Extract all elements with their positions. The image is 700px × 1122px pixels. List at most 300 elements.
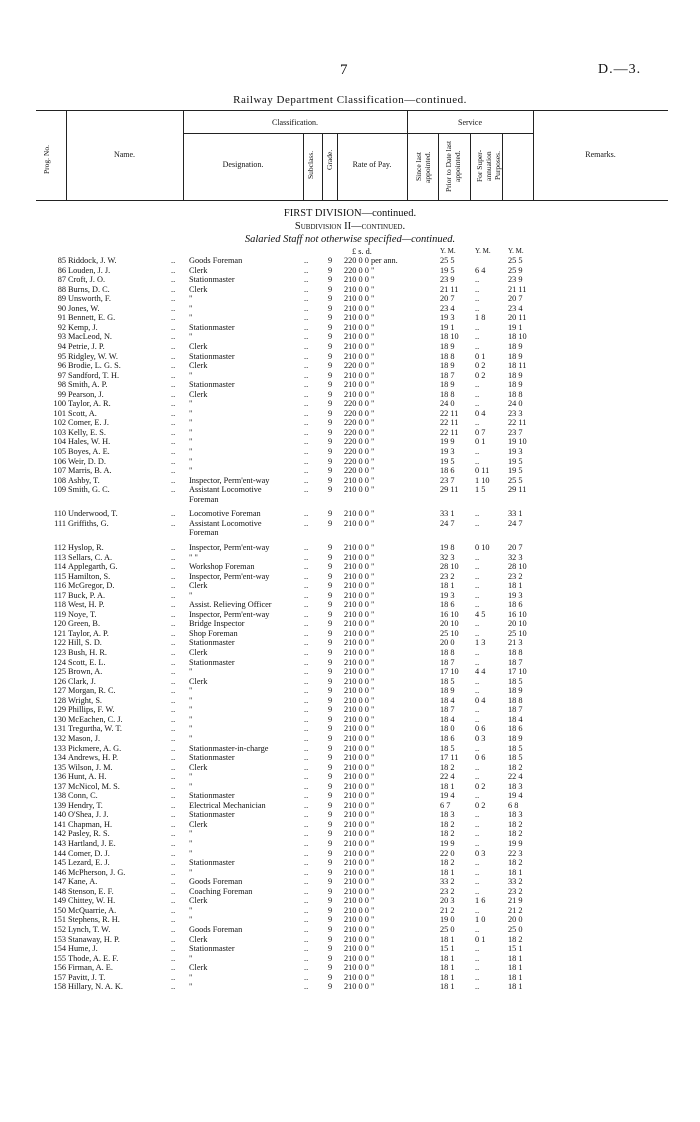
leader-dots: ..: [304, 518, 309, 528]
superannuation-cell: 15 1: [508, 944, 523, 954]
leader-dots: ..: [304, 924, 309, 934]
grade-cell: 9: [328, 562, 333, 572]
prog-no-cell: 102: [53, 418, 66, 428]
superannuation-cell: 18 1: [508, 972, 523, 982]
grade-cell: 9: [328, 332, 333, 342]
prog-no-cell: 146: [53, 867, 66, 877]
prior-to-date-cell: ..: [475, 552, 480, 562]
rate-of-pay-cell: 210 0 0 ": [344, 294, 375, 304]
prior-to-date-cell: 6 4: [475, 265, 486, 275]
leader-dots: ..: [304, 858, 309, 868]
rate-of-pay-cell: 220 0 0 per ann.: [344, 256, 398, 265]
grade-cell: 9: [328, 934, 333, 944]
name-cell: Smith, A. P.: [68, 380, 108, 390]
since-last-cell: 19 1: [440, 322, 455, 332]
superannuation-cell: 18 6: [508, 600, 523, 610]
prior-to-date-cell: 1 0: [475, 915, 486, 925]
prior-to-date-cell: ..: [475, 714, 480, 724]
superannuation-cell: 18 5: [508, 753, 523, 763]
superannuation-cell: 21 2: [508, 905, 523, 915]
superannuation-cell: 19 1: [508, 322, 523, 332]
name-cell: Scott, E. L.: [68, 657, 106, 667]
prior-to-date-cell: 0 2: [475, 800, 486, 810]
leader-dots: ..: [171, 437, 176, 447]
name-cell: Hyslop, R.: [68, 542, 104, 552]
table-row: [0, 763, 700, 772]
name-cell: Bush, H. R.: [68, 648, 107, 657]
since-last-cell: 15 1: [440, 944, 455, 954]
name-cell: Hendry, T.: [68, 800, 103, 810]
superannuation-cell: 18 2: [508, 858, 523, 868]
superannuation-cell: 23 9: [508, 275, 523, 285]
leader-dots: ..: [304, 562, 309, 572]
since-last-cell: 18 2: [440, 858, 455, 868]
table-row: [0, 294, 700, 303]
leader-dots: ..: [304, 581, 309, 591]
superannuation-cell: 25 5: [508, 256, 523, 265]
grade-cell: 9: [328, 361, 333, 371]
prior-to-date-cell: 0 10: [475, 542, 490, 552]
leader-dots: ..: [304, 389, 309, 399]
since-last-cell: 23 4: [440, 303, 455, 313]
name-cell: Thode, A. E. F.: [68, 953, 119, 963]
since-last-cell: 18 6: [440, 600, 455, 610]
table-row: [0, 724, 700, 733]
prog-no-cell: 95: [57, 351, 66, 361]
since-last-cell: 18 5: [440, 676, 455, 686]
leader-dots: ..: [304, 256, 309, 265]
name-cell: Croft, J. O.: [68, 275, 106, 285]
rate-of-pay-cell: 220 0 0 ": [344, 361, 375, 371]
prior-to-date-cell: ..: [475, 676, 480, 686]
prior-to-date-cell: ..: [475, 399, 480, 409]
table-row: [0, 572, 700, 581]
rate-of-pay-cell: 210 0 0 ": [344, 676, 375, 686]
since-last-cell: 18 2: [440, 829, 455, 839]
rate-of-pay-cell: 210 0 0 ": [344, 518, 375, 528]
superannuation-cell: 21 9: [508, 896, 523, 906]
superannuation-cell: 18 3: [508, 781, 523, 791]
superannuation-cell: 18 1: [508, 953, 523, 963]
rate-of-pay-cell: 210 0 0 ": [344, 953, 375, 963]
name-cell: Underwood, T.: [68, 509, 118, 519]
since-last-cell: 24 7: [440, 518, 455, 528]
salaried-heading: Salaried Staff not otherwise specified—continued.: [244, 234, 456, 245]
prog-no-cell: 147: [53, 877, 66, 887]
name-cell: Green, B.: [68, 619, 101, 629]
leader-dots: ..: [171, 590, 176, 600]
leader-dots: ..: [304, 418, 309, 428]
table-row: [0, 705, 700, 714]
rate-of-pay-cell: 210 0 0 ": [344, 600, 375, 610]
prog-no-cell: 114: [53, 562, 66, 572]
rate-of-pay-cell: 210 0 0 ": [344, 509, 375, 519]
leader-dots: ..: [171, 714, 176, 724]
prog-no-cell: 93: [57, 332, 66, 342]
superannuation-cell: 6 8: [508, 800, 519, 810]
prior-to-date-cell: ..: [475, 303, 480, 313]
leader-dots: ..: [171, 509, 176, 519]
prog-no-cell: 154: [53, 944, 66, 954]
grade-cell: 9: [328, 676, 333, 686]
table-row: [0, 266, 700, 275]
prior-to-date-cell: ..: [475, 389, 480, 399]
grade-cell: 9: [328, 542, 333, 552]
prior-to-date-cell: ..: [475, 628, 480, 638]
designation-cell: ": [189, 772, 193, 782]
rate-of-pay-cell: 210 0 0 ": [344, 686, 375, 696]
name-cell: McEachen, C. J.: [68, 714, 123, 724]
name-cell: Kemp, J.: [68, 322, 98, 332]
grade-cell: 9: [328, 590, 333, 600]
designation-cell: ": [189, 953, 193, 963]
table-row: [0, 528, 700, 537]
superannuation-cell: 18 9: [508, 341, 523, 351]
table-row: [0, 648, 700, 657]
leader-dots: ..: [171, 877, 176, 887]
rate-of-pay-cell: 210 0 0 ": [344, 609, 375, 619]
leader-dots: ..: [171, 322, 176, 332]
rate-of-pay-cell: 210 0 0 ": [344, 810, 375, 820]
prior-to-date-cell: ..: [475, 619, 480, 629]
table-row: [0, 839, 700, 848]
leader-dots: ..: [171, 427, 176, 437]
since-last-cell: 18 7: [440, 657, 455, 667]
grade-cell: 9: [328, 609, 333, 619]
prior-units: Y. M.: [475, 247, 491, 255]
leader-dots: ..: [171, 934, 176, 944]
superannuation-cell: 18 9: [508, 370, 523, 380]
table-row: [0, 591, 700, 600]
prog-no-cell: 91: [57, 313, 66, 323]
designation-cell: Shop Foreman: [189, 628, 238, 638]
grade-cell: 9: [328, 858, 333, 868]
rate-of-pay-cell: 210 0 0 ": [344, 475, 375, 485]
designation-cell: ": [189, 313, 193, 323]
grade-cell: 9: [328, 944, 333, 954]
prog-no-cell: 104: [53, 437, 66, 447]
superannuation-cell: 21 3: [508, 638, 523, 648]
superannuation-cell: 18 2: [508, 829, 523, 839]
name-cell: Brown, A.: [68, 667, 103, 677]
prior-to-date-cell: ..: [475, 571, 480, 581]
table-row: [0, 734, 700, 743]
name-cell: Louden, J. J.: [68, 265, 111, 275]
since-last-cell: 23 2: [440, 571, 455, 581]
leader-dots: ..: [304, 915, 309, 925]
superannuation-cell: 25 0: [508, 924, 523, 934]
since-last-cell: 33 1: [440, 509, 455, 519]
prior-to-date-cell: ..: [475, 972, 480, 982]
leader-dots: ..: [304, 800, 309, 810]
grade-cell: 9: [328, 380, 333, 390]
superannuation-cell: 19 10: [508, 437, 527, 447]
grade-cell: 9: [328, 294, 333, 304]
leader-dots: ..: [171, 839, 176, 848]
table-row: [0, 519, 700, 528]
since-last-cell: 18 7: [440, 705, 455, 715]
since-last-cell: 18 8: [440, 648, 455, 657]
since-last-cell: 19 3: [440, 313, 455, 323]
header-bottom-rule: [36, 200, 668, 201]
superannuation-cell: 18 10: [508, 332, 527, 342]
prog-no-cell: 106: [53, 456, 66, 466]
prog-no-cell: 111: [54, 518, 66, 528]
superannuation-cell: 25 10: [508, 628, 527, 638]
rate-of-pay-cell: 220 0 0 ": [344, 447, 375, 456]
designation-cell: ": [189, 867, 193, 877]
name-cell: Brodie, L. G. S.: [68, 361, 121, 371]
since-last-cell: 19 9: [440, 437, 455, 447]
designation-cell: Inspector, Perm'ent-way: [189, 542, 270, 552]
superannuation-cell: 18 7: [508, 705, 523, 715]
leader-dots: ..: [171, 648, 176, 657]
table-row: [0, 457, 700, 466]
table-row: [0, 915, 700, 924]
leader-dots: ..: [171, 552, 176, 562]
rate-of-pay-cell: 210 0 0 ": [344, 858, 375, 868]
since-last-cell: 18 5: [440, 743, 455, 753]
leader-dots: ..: [304, 791, 309, 801]
superannuation-cell: 18 1: [508, 963, 523, 973]
prog-no-cell: 110: [53, 509, 66, 519]
prog-no-cell: 148: [53, 886, 66, 896]
name-cell: Ridgley, W. W.: [68, 351, 118, 361]
name-cell: Comer, E. J.: [68, 418, 109, 428]
prior-to-date-cell: 0 3: [475, 848, 486, 858]
rate-of-pay-cell: 210 0 0 ": [344, 972, 375, 982]
name-cell: Phillips, F. W.: [68, 705, 115, 715]
leader-dots: ..: [171, 791, 176, 801]
prog-no-cell: 153: [53, 934, 66, 944]
superannuation-cell: 23 4: [508, 303, 523, 313]
superannuation-cell: 22 11: [508, 418, 527, 428]
leader-dots: ..: [171, 294, 176, 304]
rate-of-pay-cell: 210 0 0 ": [344, 581, 375, 591]
designation-cell: Assistant Locomotive: [189, 485, 262, 495]
name-cell: Stenson, E. F.: [68, 886, 114, 896]
grade-cell: 9: [328, 963, 333, 973]
leader-dots: ..: [304, 972, 309, 982]
leader-dots: ..: [304, 466, 309, 476]
name-cell: Pearson, J.: [68, 389, 104, 399]
leader-dots: ..: [171, 705, 176, 715]
prior-to-date-cell: ..: [475, 772, 480, 782]
rate-of-pay-cell: 210 0 0 ": [344, 628, 375, 638]
designation-cell: Clerk: [189, 389, 208, 399]
rate-of-pay-cell: 210 0 0 ": [344, 848, 375, 858]
leader-dots: ..: [171, 284, 176, 294]
leader-dots: ..: [304, 351, 309, 361]
leader-dots: ..: [171, 542, 176, 552]
prog-no-cell: 94: [57, 341, 66, 351]
designation-cell: Stationmaster-in-charge: [189, 743, 269, 753]
leader-dots: ..: [171, 571, 176, 581]
leader-dots: ..: [304, 772, 309, 782]
rate-of-pay-cell: 210 0 0 ": [344, 619, 375, 629]
since-last-cell: 18 7: [440, 370, 455, 380]
leader-dots: ..: [304, 361, 309, 371]
designation-cell: ": [189, 466, 193, 476]
name-cell: Hunt, A. H.: [68, 772, 107, 782]
prog-no-cell: 116: [53, 581, 66, 591]
leader-dots: ..: [171, 753, 176, 763]
leader-dots: ..: [304, 485, 309, 495]
rate-of-pay-cell: 220 0 0 ": [344, 437, 375, 447]
leader-dots: ..: [171, 724, 176, 734]
rate-of-pay-cell: 210 0 0 ": [344, 877, 375, 887]
header-rate-of-pay: Rate of Pay.: [352, 160, 392, 169]
superannuation-cell: 22 3: [508, 848, 523, 858]
leader-dots: ..: [171, 638, 176, 648]
leader-dots: ..: [304, 437, 309, 447]
grade-cell: 9: [328, 571, 333, 581]
table-row: [0, 285, 700, 294]
rate-of-pay-cell: 210 0 0 ": [344, 552, 375, 562]
prog-no-cell: 142: [53, 829, 66, 839]
designation-cell: ": [189, 418, 193, 428]
prog-no-cell: 128: [53, 695, 66, 705]
since-last-cell: 20 10: [440, 619, 459, 629]
prior-to-date-cell: ..: [475, 944, 480, 954]
since-last-cell: 18 2: [440, 762, 455, 772]
designation-cell: Electrical Mechanician: [189, 800, 266, 810]
designation-cell: ": [189, 590, 193, 600]
leader-dots: ..: [171, 256, 176, 265]
prog-no-cell: 141: [53, 819, 66, 829]
prog-no-cell: 117: [53, 590, 66, 600]
leader-dots: ..: [304, 886, 309, 896]
designation-cell: ": [189, 303, 193, 313]
leader-dots: ..: [304, 676, 309, 686]
leader-dots: ..: [171, 676, 176, 686]
superannuation-cell: 23 2: [508, 571, 523, 581]
prior-to-date-cell: 0 2: [475, 361, 486, 371]
prog-no-cell: 131: [53, 724, 66, 734]
designation-cell: Clerk: [189, 934, 208, 944]
designation-cell: Stationmaster: [189, 753, 235, 763]
superannuation-cell: 16 10: [508, 609, 527, 619]
rate-of-pay-cell: 210 0 0 ": [344, 772, 375, 782]
prog-no-cell: 90: [57, 303, 66, 313]
header-since-last: Since last appointed.: [414, 151, 432, 183]
name-cell: O'Shea, J. J.: [68, 810, 109, 820]
leader-dots: ..: [304, 819, 309, 829]
since-last-cell: 18 3: [440, 810, 455, 820]
rate-of-pay-cell: 210 0 0 ": [344, 389, 375, 399]
grade-cell: 9: [328, 705, 333, 715]
superannuation-cell: 18 5: [508, 743, 523, 753]
prog-no-cell: 158: [53, 982, 66, 992]
name-cell: Bennett, E. G.: [68, 313, 116, 323]
prior-to-date-cell: ..: [475, 858, 480, 868]
leader-dots: ..: [304, 810, 309, 820]
rate-of-pay-cell: 210 0 0 ": [344, 657, 375, 667]
header-for-super: For Super-annuation Purposes.: [475, 149, 502, 183]
prior-to-date-cell: 0 2: [475, 370, 486, 380]
rate-of-pay-cell: 210 0 0 ": [344, 944, 375, 954]
superannuation-cell: 20 7: [508, 294, 523, 304]
rate-of-pay-cell: 210 0 0 ": [344, 867, 375, 877]
leader-dots: ..: [304, 313, 309, 323]
name-cell: Mason, J.: [68, 733, 101, 743]
rate-of-pay-cell: 210 0 0 ": [344, 800, 375, 810]
grade-cell: 9: [328, 791, 333, 801]
prog-no-cell: 157: [53, 972, 66, 982]
prior-to-date-cell: ..: [475, 686, 480, 696]
prior-to-date-cell: ..: [475, 562, 480, 572]
leader-dots: ..: [171, 762, 176, 772]
leader-dots: ..: [304, 686, 309, 696]
table-row: [0, 963, 700, 972]
since-last-cell: 25 10: [440, 628, 459, 638]
rate-of-pay-cell: 210 0 0 ": [344, 648, 375, 657]
prog-no-cell: 123: [53, 648, 66, 657]
leader-dots: ..: [304, 829, 309, 839]
leader-dots: ..: [304, 590, 309, 600]
prior-to-date-cell: ..: [475, 886, 480, 896]
leader-dots: ..: [171, 810, 176, 820]
rate-of-pay-cell: 210 0 0 ": [344, 695, 375, 705]
leader-dots: ..: [304, 408, 309, 418]
superannuation-cell: 18 1: [508, 867, 523, 877]
table-row: [0, 409, 700, 418]
name-cell: Riddock, J. W.: [68, 256, 117, 265]
prior-to-date-cell: 0 11: [475, 466, 490, 476]
name-cell: Hamilton, S.: [68, 571, 111, 581]
designation-cell: ": [189, 686, 193, 696]
grade-cell: 9: [328, 924, 333, 934]
leader-dots: ..: [304, 705, 309, 715]
grade-cell: 9: [328, 628, 333, 638]
designation-cell: Stationmaster: [189, 351, 235, 361]
grade-cell: 9: [328, 265, 333, 275]
leader-dots: ..: [304, 781, 309, 791]
prior-to-date-cell: 0 2: [475, 781, 486, 791]
name-cell: Chittey, W. H.: [68, 896, 116, 906]
prior-to-date-cell: ..: [475, 447, 480, 456]
table-row: [0, 342, 700, 351]
designation-cell: ": [189, 733, 193, 743]
name-cell: Unsworth, F.: [68, 294, 111, 304]
grade-cell: 9: [328, 408, 333, 418]
table-row: [0, 610, 700, 619]
table-row: [0, 447, 700, 456]
superannuation-cell: 19 4: [508, 791, 523, 801]
rate-of-pay-cell: 210 0 0 ": [344, 753, 375, 763]
superannuation-cell: 22 4: [508, 772, 523, 782]
name-cell: Sellars, C. A.: [68, 552, 113, 562]
designation-cell: Inspector, Perm'ent-way: [189, 571, 270, 581]
name-cell: Griffiths, G.: [68, 518, 109, 528]
leader-dots: ..: [304, 284, 309, 294]
name-cell: McNicol, M. S.: [68, 781, 120, 791]
designation-cell: ": [189, 781, 193, 791]
prog-no-cell: 126: [53, 676, 66, 686]
superannuation-cell: 19 5: [508, 456, 523, 466]
leader-dots: ..: [304, 447, 309, 456]
grade-cell: 9: [328, 915, 333, 925]
since-last-cell: 18 9: [440, 361, 455, 371]
prog-no-cell: 149: [53, 896, 66, 906]
name-cell: West, H. P.: [68, 600, 105, 610]
leader-dots: ..: [304, 600, 309, 610]
prog-no-cell: 100: [53, 399, 66, 409]
table-row: [0, 495, 700, 504]
leader-dots: ..: [304, 427, 309, 437]
superannuation-cell: 19 9: [508, 839, 523, 848]
since-last-cell: 25 0: [440, 924, 455, 934]
